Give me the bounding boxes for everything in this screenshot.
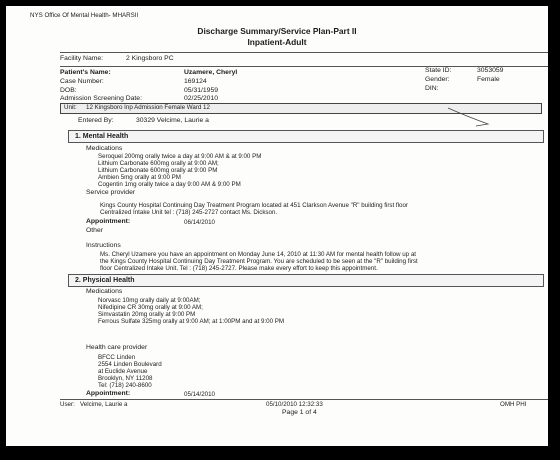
provider-line: 2554 Linden Boulevard [98, 361, 162, 368]
mh-appointment-label: Appointment: [86, 218, 131, 225]
instructions-line: Ms. Cheryl Uzamere you have an appointment on Monday June 14, 2010 at 11:30 AM for mental health follow up at [100, 251, 416, 258]
provider-line: at Euclide Avenue [98, 368, 148, 375]
gender-label: Gender: [425, 76, 450, 83]
patient-name-label: Patient's Name: [60, 69, 111, 76]
admission-label: Admission Screening Date: [60, 95, 142, 102]
mh-medication-line: Cogentin 1mg orally twice a day 9:00 AM & 9:00 PM [98, 181, 241, 188]
provider-line: BFCC Linden [98, 354, 136, 361]
footer-datetime: 05/10/2010 12:32:33 [266, 401, 323, 408]
unit-value: 12 Kingsboro Inp Admission Female Ward 12 [86, 104, 210, 111]
din-label: DIN: [425, 85, 439, 92]
mental-health-heading-bar [68, 130, 544, 143]
state-id-label: State ID: [425, 67, 452, 74]
health-care-provider-label: Health care provider [86, 344, 148, 351]
service-provider-line: Kings County Hospital Continuing Day Treatment Program located at 451 Clarkson Avenue "R" building first floor [100, 202, 408, 209]
pen-mark [446, 106, 492, 128]
provider-line: Brooklyn, NY 11208 [98, 375, 153, 382]
instructions-line: floor Centralized Intake Unit. Tel : (718) 245-2727. Please make every effort to keep this appointment. [100, 265, 378, 272]
admission-value: 02/25/2010 [184, 95, 219, 102]
service-provider-line: Centralized Intake Unit tel : (718) 245-2727 contact Ms. Dickson. [100, 209, 278, 216]
footer-page-number: Page 1 of 4 [282, 409, 317, 416]
form-subtitle: Inpatient-Adult [247, 37, 307, 47]
mental-health-heading: 1. Mental Health [75, 133, 129, 140]
provider-line: Tel: (718) 240-8600 [98, 382, 152, 389]
mh-medication-line: Seroquel 200mg orally twice a day at 9:00 AM & at 9:00 PM [98, 153, 262, 160]
footer-user-value: Velcime, Laurie a [80, 401, 128, 408]
mh-medication-line: Ambien 5mg orally at 9:00 PM [98, 174, 181, 181]
physical-health-heading-bar [68, 274, 544, 287]
unit-label: Unit: [64, 104, 77, 111]
facility-rule [60, 66, 548, 67]
case-number-value: 169124 [184, 78, 207, 85]
patient-name-value: Uzamere, Cheryl [184, 69, 238, 76]
entered-by-value: 30329 Velcime, Laurie a [136, 117, 209, 124]
ph-medication-line: Norvasc 10mg orally daily at 9:00AM; [98, 297, 201, 304]
ph-medications-label: Medications [86, 288, 123, 295]
state-id-value: 3053059 [477, 67, 504, 74]
other-label: Other [86, 227, 103, 234]
mh-medications-label: Medications [86, 145, 123, 152]
gender-value: Female [477, 76, 500, 83]
org-name: NYS Office Of Mental Health- MHARSII [30, 12, 139, 19]
mh-appointment-value: 06/14/2010 [184, 219, 215, 226]
footer-user-label: User: [60, 401, 75, 408]
mh-medication-line: Lithium Carbonate 600mg orally at 9:00 PM [98, 167, 218, 174]
case-number-label: Case Number: [60, 78, 104, 85]
service-provider-label: Service provider [86, 189, 136, 196]
ph-medication-line: Simvastatin 20mg orally at 9:00 PM [98, 311, 196, 318]
document-page [6, 6, 548, 446]
mh-medication-line: Lithium Carbonate 600mg orally at 9:00 AM; [98, 160, 219, 167]
ph-appointment-value: 05/14/2010 [184, 391, 215, 398]
ph-medication-line: Ferrous Sulfate 325mg orally at 9:00 AM; at 1:00PM and at 9:00 PM [98, 318, 285, 325]
facility-value: 2 Kingsboro PC [126, 55, 174, 62]
ph-medication-line: Nifedipine CR 30mg orally at 9:00 AM; [98, 304, 203, 311]
ph-appointment-label: Appointment: [86, 390, 131, 397]
form-title: Discharge Summary/Service Plan-Part II [197, 26, 357, 36]
instructions-line: the Kings County Hospital Continuing Day Treatment Program. You are scheduled to be seen at the "R" building first [100, 258, 418, 265]
instructions-label: Instructions [86, 242, 121, 249]
entered-by-label: Entered By: [78, 117, 114, 124]
facility-label: Facility Name: [60, 55, 104, 62]
footer-rule [60, 399, 548, 400]
header-rule [60, 52, 548, 53]
dob-label: DOB: [60, 87, 77, 94]
physical-health-heading: 2. Physical Health [75, 277, 135, 284]
footer-tag: OMH PHI [500, 401, 527, 408]
dob-value: 05/31/1959 [184, 87, 219, 94]
